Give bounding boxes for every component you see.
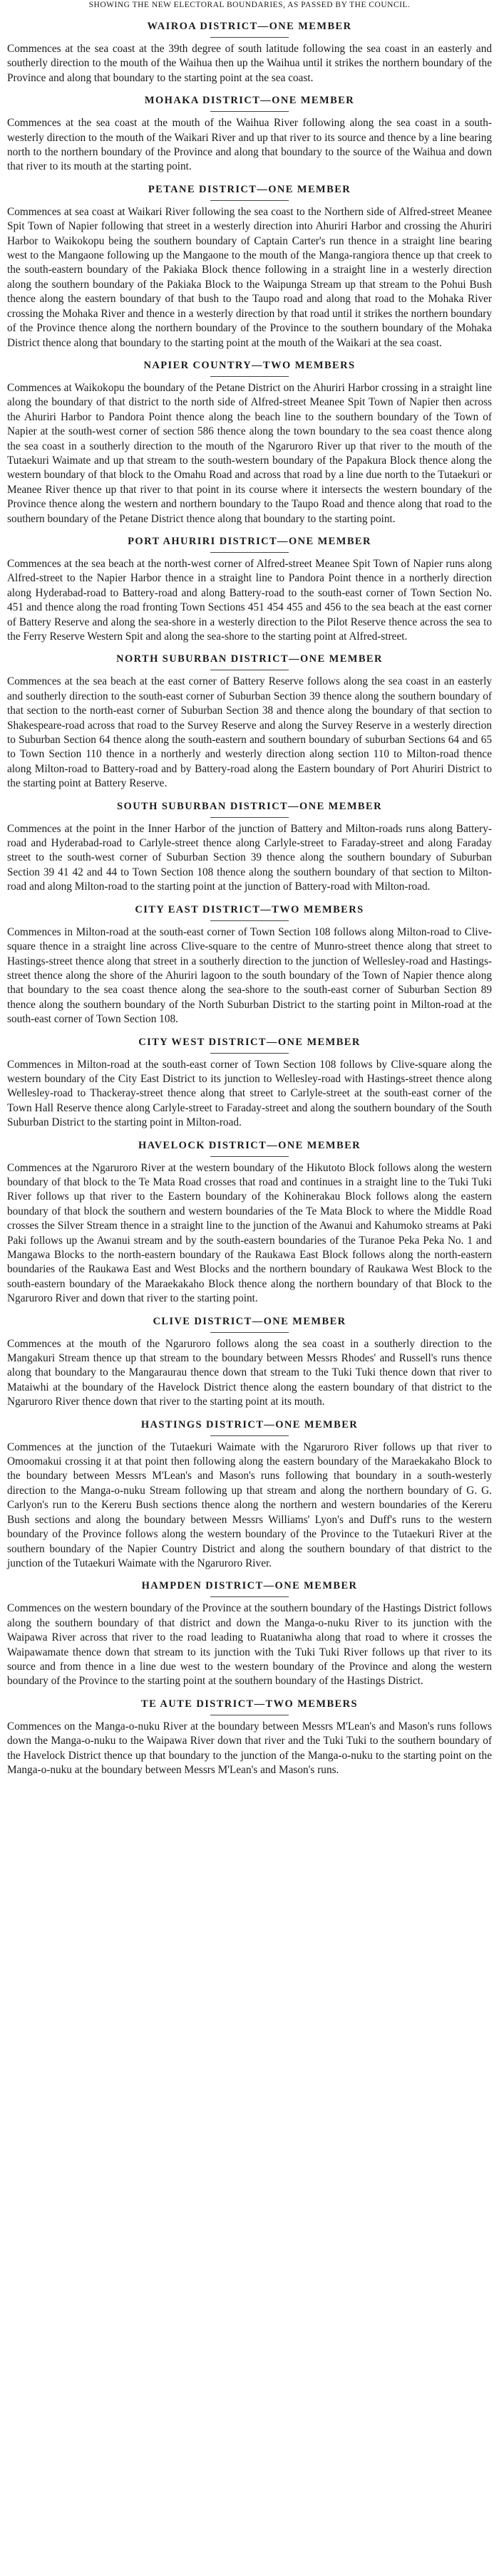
district-description: Commences at sea coast at Waikari River following the sea coast to the Northern side of Alfred-street Meanee Spit Town of Napier following that street in a westerly direction into Ahuriri Harbor and crossing the Ahuriri Harbor to Waikokopu being the southern boundary of Captain Carter's run thence in a straight line bearing west to the Mangaone following up the Mangaone to the mouth of the Manga-rangiora thence up that creek to the south-eastern boundary of the Pakiaka Block thence following in a straight line in a westerly direction along the southern boundary of the Pakiaka Block to the Waipunga Stream up that stream to the Pohui Bush thence along the eastern boundary of that bush to the Taupo road and along that road to the Mohaka River crossing the Mohaka River and thence in a westerly direction by that road until it strikes the northern boundary of the Province thence along the northern boundary of the Province to the southern boundary of the Mohaka District thence along that boundary to the starting point at the mouth of the Waikari at the sea coast. (7, 205, 492, 349)
district-section (7, 799, 492, 895)
district-description: Commences at the sea coast at the mouth of the Waihua River following along the sea coast in a south-westerly direction to the mouth of the Waikari River and up that river to its source and thence by a line bearing north to the northern boundary of the Province and along that boundary to the source of the Waihua and down that river to its mouth at the starting point. (7, 117, 492, 173)
district-description: Commences at the mouth of the Ngaruroro follows along the sea coast in a southerly direction to the Mangakuri Stream thence up that stream to the boundary between Messrs Rhodes' and Russell's runs thence along that boundary to the Mangaraurau thence down that stream to the Tuki Tuki thence down that river to Mataiwhi at the boundary of the Havelock District thence along the eastern boundary of that district to the Ngaruroro River thence down that river to the starting point at its mouth. (7, 1337, 492, 1408)
district-heading: HASTINGS DISTRICT—ONE MEMBER (140, 1418, 359, 1430)
heading-rule (210, 1332, 289, 1333)
district-description: Commences at the sea coast at the 39th degree of south latitude following the sea coast in an easterly and southerly direction to the mouth of the Waihua then up the Waihua until it strikes the northern boundary of the Province and along that boundary to the starting point at the sea coast. (7, 43, 492, 84)
heading-rule (210, 1596, 289, 1597)
heading-rule (210, 1156, 289, 1157)
district-heading: SOUTH SUBURBAN DISTRICT—ONE MEMBER (117, 800, 382, 812)
district-description: Commences on the western boundary of the Province at the southern boundary of the Hastings District follows along the southern boundary of that district and down the Manga-o-nuku River to its junction with the Waipawa River across that river to the road leading to Ruataniwha along that road to where it crosses the Waipawamate thence down that stream to its junction with the Tuki Tuki River follows up that river to its source and from thence in a line due west to the western boundary of the Province and along the western boundary of the Province to the starting point at the southern boundary of the Hastings District. (7, 1602, 492, 1688)
district-heading: CLIVE DISTRICT—ONE MEMBER (153, 1315, 346, 1327)
district-description: Commences at the point in the Inner Harbor of the junction of Battery and Milton-roads runs along Battery-road and Hyderabad-road to Carlyle-street thence along Carlyle-street to Faraday-street and along Faraday street to the south-west corner of Suburban Section 39 thence along the southern boundary of Suburban Section 39 41 42 and 44 to Town Section 108 thence along the southern boundary of that section to Milton-road and along Milton-road to the starting point at the junction of Battery-road with Milton-road. (7, 822, 492, 893)
district-section (7, 534, 492, 644)
district-heading: NAPIER COUNTRY—TWO MEMBERS (143, 359, 356, 371)
district-heading: TE AUTE DISTRICT—TWO MEMBERS (141, 1698, 358, 1710)
district-section (7, 358, 492, 526)
district-description: Commences at the sea beach at the east corner of Battery Reserve follows along the sea coast in an easterly and southerly direction to the south-east corner of Suburban Section 39 thence along the southern boundary of that section to the north-east corner of Suburban Section 38 and thence along the boundary of that section to Shakespeare-road across that road to the Survey Reserve and along the Survey Reserve in a westerly direction to Suburban Section 64 thence along the south-eastern and southern boundary of suburban Sections 64 and 65 to Town Section 110 thence in a northerly and westerly direction along section 110 to Milton-road thence along Milton-road to Battery-road and by Battery-road along the Eastern boundary of Port Ahuriri District to the starting point at Battery Reserve. (7, 675, 492, 790)
heading-rule (210, 817, 289, 818)
heading-rule (210, 376, 289, 377)
district-section (7, 1314, 492, 1410)
district-section (7, 1417, 492, 1572)
district-description: Commences at Waikokopu the boundary of the Petane District on the Ahuriri Harbor crossing in a straight line along the boundary of that district to the north side of Alfred-street Meanee Spit Town of Napier then across the Ahuriri Harbor to Pandora Point thence along the beach line to the southern boundary of the Town of Napier at the south-west corner of section 586 thence along the town boundary to the sea coast thence along the sea coast in a southerly direction to the mouth of the Ngaruroro River up that river to the mouth of the Tutaekuri Waimate and up that stream to the south-western boundary of the Papakura Block thence along the western boundary of that block to the Omahu Road and across that road by a line due north to the Tutaekuri or Meanee River thence up that river to that point in its course where it intersects the western boundary of the Province thence along the western and northern boundary to the Taupo Road and thence along that road to the southern boundary of the Petane District thence along that boundary to the starting point. (7, 381, 492, 525)
district-heading: CITY EAST DISTRICT—TWO MEMBERS (135, 903, 364, 915)
district-description: Commences on the Manga-o-nuku River at the boundary between Messrs M'Lean's and Mason's runs follows down the Manga-o-nuku to the Waipawa River down that river and the Tuki Tuki to the southern boundary of the Havelock District thence up that boundary to the junction of the Manga-o-nuku to the starting point on the Manga-o-nuku at the boundary between Messrs M'Lean's and Mason's runs. (7, 1720, 492, 1776)
heading-rule (210, 552, 289, 553)
district-section (7, 651, 492, 791)
heading-rule (210, 200, 289, 201)
district-heading: CITY WEST DISTRICT—ONE MEMBER (138, 1036, 361, 1048)
district-heading: MOHAKA DISTRICT—ONE MEMBER (144, 95, 355, 107)
running-head: SHOWING THE NEW ELECTORAL BOUNDARIES, AS PASSED BY THE COUNCIL. (88, 1, 411, 9)
district-section (7, 1138, 492, 1307)
district-heading: PORT AHURIRI DISTRICT—ONE MEMBER (128, 535, 371, 547)
district-description: Commences in Milton-road at the south-east corner of Town Section 108 follows along Milton-road to Clive-square thence in a straight line across Clive-square to the centre of Munro-street thence along that street to Hastings-street thence along that street in a southerly direction to the junction of Wellesley-road and Hastings-street thence along the shore of the Ahuriri lagoon to the south boundary of the Town of Napier thence along that boundary to the sea coast thence along the sea-shore to the south-east corner of Suburban Section 89 thence along the southern boundary of the North Suburban District to the starting point in Milton-road at the south-east corner of Town Section 108. (7, 925, 492, 1026)
district-heading: PETANE DISTRICT—ONE MEMBER (148, 183, 351, 195)
heading-rule (210, 37, 289, 38)
district-description: Commences at the Ngaruroro River at the western boundary of the Hikutoto Block follows along the western boundary of that block to the Te Mata Road crosses that road and continues in a straight line to the Tuki Tuki River follows up that river to the Eastern boundary of the Kohinerakau Block follows along the eastern boundary of that block the southern and western boundaries of the Te Mata Block to where the Middle Road crosses the Silver Stream thence in a straight line to the junction of the Awanui and Kahumoko streams at Paki Paki follows up the Awanui stream and by the south-eastern boundaries of the Turanoe Peka Peka No. 1 and Mangawa Blocks to the north-eastern boundary of the Raukawa East Block follows along the north-eastern boundaries of the Raukawa East and West Blocks and the northern boundary of Raukawa West Block to the south-eastern boundary of the Maraekakaho Block thence along the northern boundary of that Block to the Ngaruroro River and down that river to the starting point. (7, 1161, 492, 1305)
district-section (7, 1696, 492, 1778)
heading-rule (210, 1435, 289, 1436)
district-heading: HAVELOCK DISTRICT—ONE MEMBER (138, 1139, 361, 1151)
heading-rule (210, 1053, 289, 1054)
heading-rule (210, 111, 289, 112)
district-section (7, 1578, 492, 1688)
heading-rule (210, 920, 289, 921)
district-description: Commences in Milton-road at the south-east corner of Town Section 108 follows by Clive-square along the western boundary of the City East District to its junction to Wellesley-road with Hastings-street thence along Wellesley-road to Thackeray-street thence along that street to Carlyle-street at the south-east corner of the Town Hall Reserve thence along Carlyle-street to Faraday-street and along the southern boundary of the South Suburban District to the starting point in Milton-road. (7, 1058, 492, 1129)
district-section (7, 1034, 492, 1131)
district-section (7, 182, 492, 350)
district-section (7, 93, 492, 175)
district-description: Commences at the junction of the Tutaekuri Waimate with the Ngaruroro River follows up that river to Omoomakui crossing it at that point then following along the eastern boundary of the Maraekakaho Block to the boundary between Messrs M'Lean's and Mason's runs following that boundary in a south-westerly direction to the Manga-o-nuku Stream following up that stream and along the northern boundary of G. G. Carlyon's run to the Kereru Bush sections thence along the northern and western boundaries of the Kereru Bush sections and along the boundary between Messrs Williams' Lyon's and Duff's runs to the western boundary of the Province follows along the western boundary of the Province to the Tutaekuri River at the southern boundary of the Napier Country District and along the southern boundary of that district to the junction of the Tutaekuri Waimate with the Ngaruroro River. (7, 1440, 492, 1569)
district-section (7, 902, 492, 1027)
district-description: Commences at the sea beach at the north-west corner of Alfred-street Meanee Spit Town of Napier runs along Alfred-street to the Napier Harbor thence in a straight line to Pandora Point thence in a northerly direction along Hyderabad-road to Battery-road and along Battery-road to the south-east corner of Town Section No. 451 and thence along the road fronting Town Sections 451 454 455 and 456 to the sea beach at the east corner of Battery Reserve and along the sea-shore in a westerly direction to the Pilot Reserve thence across the sea to the Ferry Reserve Western Spit and along the sea-shore to the starting point at Alfred-street. (7, 557, 492, 643)
districts-list (7, 19, 492, 1777)
district-heading: NORTH SUBURBAN DISTRICT—ONE MEMBER (116, 653, 383, 665)
district-section (7, 19, 492, 85)
district-heading: HAMPDEN DISTRICT—ONE MEMBER (141, 1580, 358, 1592)
district-heading: WAIROA DISTRICT—ONE MEMBER (147, 21, 352, 32)
